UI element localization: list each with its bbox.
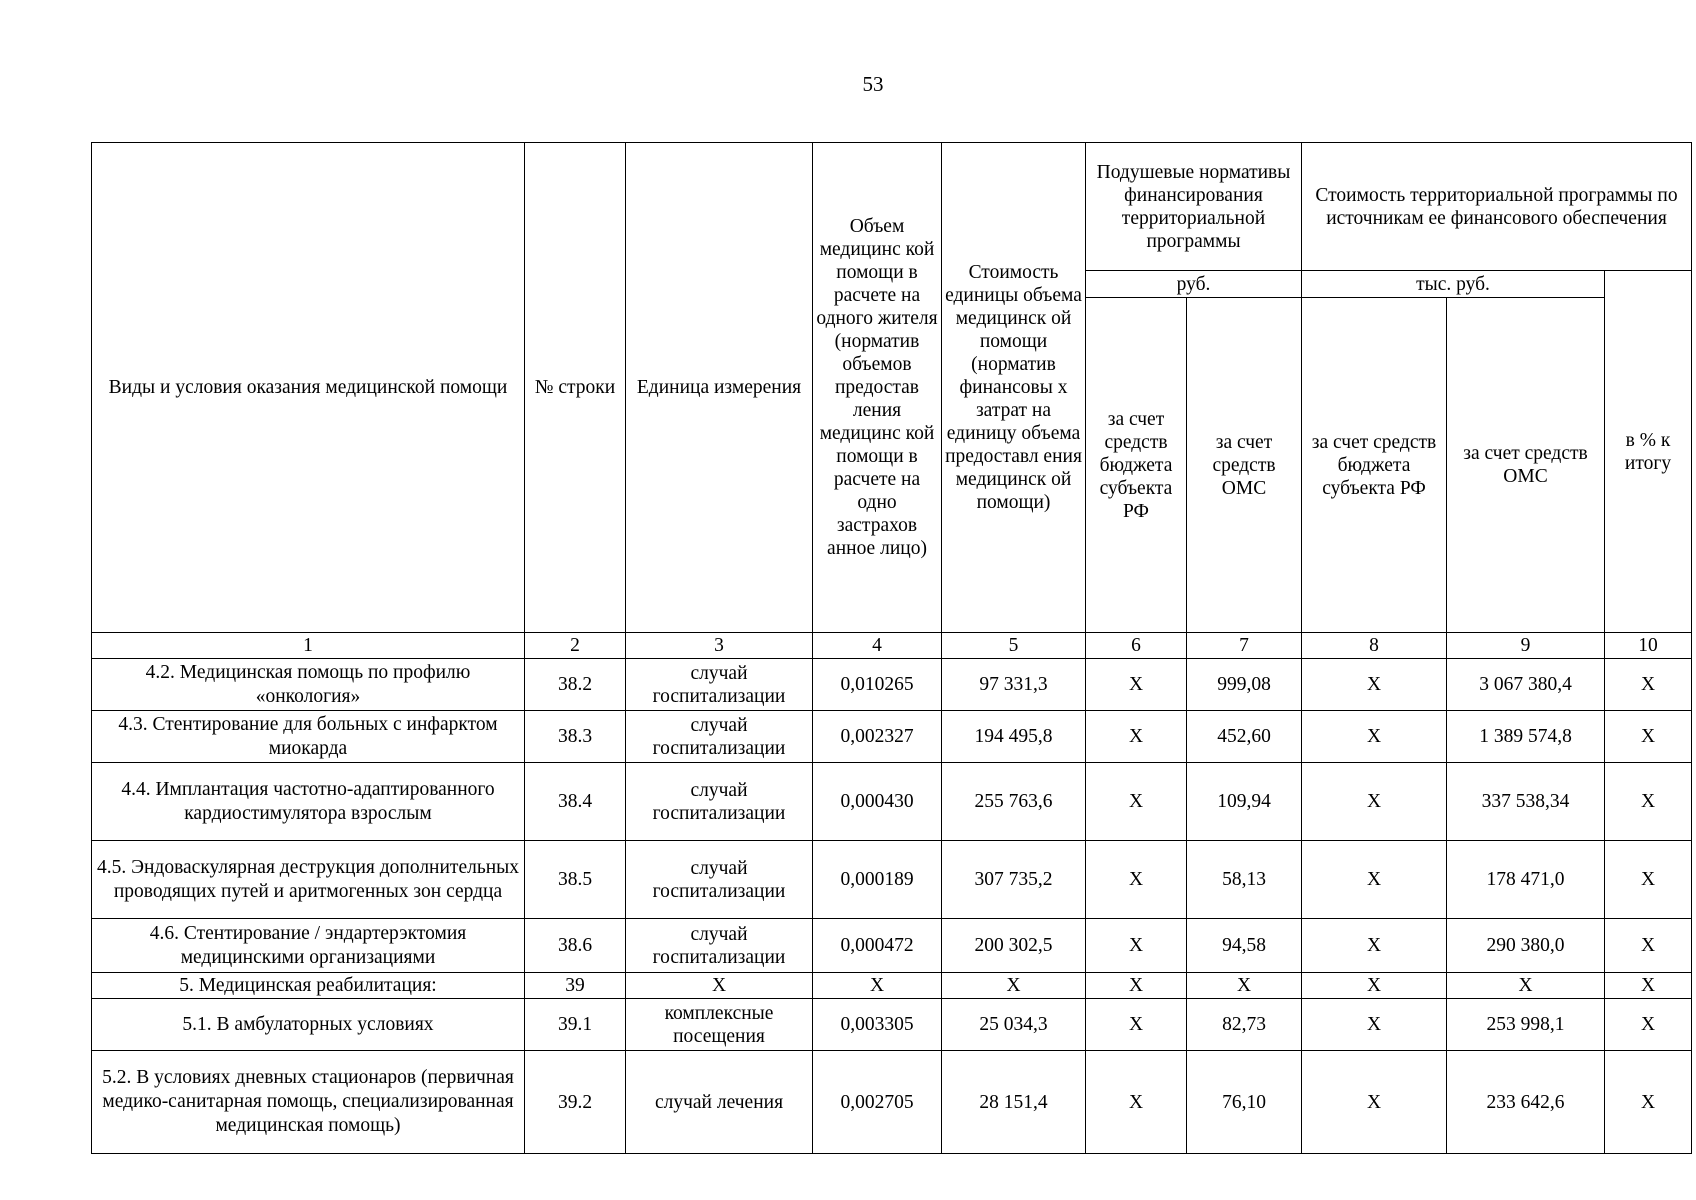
- row-name: 4.4. Имплантация частотно-адаптированного кардиостимулятора взрослым: [92, 763, 525, 841]
- column-number: 5: [942, 633, 1086, 659]
- table-row: [92, 711, 1692, 763]
- row-oms-thousand: 337 538,34: [1447, 763, 1605, 841]
- row-budget-thousand: X: [1302, 999, 1447, 1051]
- row-cost: 28 151,4: [942, 1051, 1086, 1154]
- row-cost: 200 302,5: [942, 919, 1086, 973]
- row-name: 4.3. Стентирование для больных с инфарктом миокарда: [92, 711, 525, 763]
- header-col-oms-rub: за счет средств ОМС: [1187, 298, 1302, 633]
- row-volume: 0,000430: [813, 763, 942, 841]
- row-percent: X: [1605, 1051, 1692, 1154]
- page-number: 53: [862, 72, 884, 96]
- row-unit: случай госпитализации: [626, 659, 813, 711]
- row-oms-rub: X: [1187, 973, 1302, 999]
- row-name: 5. Медицинская реабилитация:: [92, 973, 525, 999]
- row-budget-thousand: X: [1302, 711, 1447, 763]
- row-line: 39: [525, 973, 626, 999]
- row-unit: случай госпитализации: [626, 919, 813, 973]
- row-percent: X: [1605, 711, 1692, 763]
- row-line: 38.5: [525, 841, 626, 919]
- row-oms-rub: 58,13: [1187, 841, 1302, 919]
- row-volume: 0,002327: [813, 711, 942, 763]
- header-col-cost: Стоимость единицы объема медицинск ой помощи (норматив финансовы х затрат на единицу объема предоставл ения медицинск ой помощи): [942, 143, 1086, 633]
- header-col-unit: Единица измерения: [626, 143, 813, 633]
- row-unit: X: [626, 973, 813, 999]
- row-percent: X: [1605, 841, 1692, 919]
- header-unit-rub: руб.: [1086, 271, 1302, 298]
- table-row: [92, 659, 1692, 711]
- row-unit: случай госпитализации: [626, 711, 813, 763]
- column-number: 7: [1187, 633, 1302, 659]
- row-unit: случай лечения: [626, 1051, 813, 1154]
- column-number: 3: [626, 633, 813, 659]
- column-number: 6: [1086, 633, 1187, 659]
- table-row: [92, 999, 1692, 1051]
- row-budget-thousand: X: [1302, 1051, 1447, 1154]
- table-row: [92, 973, 1692, 999]
- row-percent: X: [1605, 919, 1692, 973]
- table-row: [92, 763, 1692, 841]
- row-name: 4.6. Стентирование / эндартерэктомия медицинскими организациями: [92, 919, 525, 973]
- row-volume: 0,000189: [813, 841, 942, 919]
- row-volume: 0,000472: [813, 919, 942, 973]
- header-col-line: № строки: [525, 143, 626, 633]
- row-oms-rub: 94,58: [1187, 919, 1302, 973]
- row-oms-thousand: X: [1447, 973, 1605, 999]
- row-cost: 307 735,2: [942, 841, 1086, 919]
- row-unit: случай госпитализации: [626, 763, 813, 841]
- table-row: [92, 919, 1692, 973]
- row-budget-rub: X: [1086, 999, 1187, 1051]
- row-oms-thousand: 1 389 574,8: [1447, 711, 1605, 763]
- header-col-percent: в % к итогу: [1605, 271, 1692, 633]
- row-line: 38.4: [525, 763, 626, 841]
- row-oms-thousand: 290 380,0: [1447, 919, 1605, 973]
- row-percent: X: [1605, 763, 1692, 841]
- row-budget-rub: X: [1086, 659, 1187, 711]
- row-budget-rub: X: [1086, 919, 1187, 973]
- row-line: 39.1: [525, 999, 626, 1051]
- row-unit: случай госпитализации: [626, 841, 813, 919]
- row-name: 5.1. В амбулаторных условиях: [92, 999, 525, 1051]
- row-volume: 0,003305: [813, 999, 942, 1051]
- header-col-budget-thousand: за счет средств бюджета субъекта РФ: [1302, 298, 1447, 633]
- row-oms-rub: 452,60: [1187, 711, 1302, 763]
- row-name: 4.5. Эндоваскулярная деструкция дополнительных проводящих путей и аритмогенных зон сердца: [92, 841, 525, 919]
- row-budget-thousand: X: [1302, 659, 1447, 711]
- row-budget-rub: X: [1086, 711, 1187, 763]
- row-name: 4.2. Медицинская помощь по профилю «онкология»: [92, 659, 525, 711]
- row-budget-thousand: X: [1302, 763, 1447, 841]
- row-cost: 25 034,3: [942, 999, 1086, 1051]
- row-oms-thousand: 178 471,0: [1447, 841, 1605, 919]
- row-cost: 97 331,3: [942, 659, 1086, 711]
- row-percent: X: [1605, 973, 1692, 999]
- row-oms-rub: 109,94: [1187, 763, 1302, 841]
- row-unit: комплексные посещения: [626, 999, 813, 1051]
- row-volume: 0,010265: [813, 659, 942, 711]
- row-line: 38.6: [525, 919, 626, 973]
- column-number: 10: [1605, 633, 1692, 659]
- row-oms-thousand: 233 642,6: [1447, 1051, 1605, 1154]
- column-number: 2: [525, 633, 626, 659]
- row-oms-thousand: 3 067 380,4: [1447, 659, 1605, 711]
- row-line: 39.2: [525, 1051, 626, 1154]
- row-oms-rub: 76,10: [1187, 1051, 1302, 1154]
- row-cost: X: [942, 973, 1086, 999]
- row-budget-rub: X: [1086, 973, 1187, 999]
- column-number: 1: [92, 633, 525, 659]
- header-col-volume: Объем медицинс кой помощи в расчете на одного жителя (норматив объемов предостав ления медицинс кой помощи в расчете на одно застрахов анное лицо): [813, 143, 942, 633]
- header-group-per-capita: Подушевые нормативы финансирования территориальной программы: [1086, 143, 1302, 271]
- column-number: 4: [813, 633, 942, 659]
- row-percent: X: [1605, 999, 1692, 1051]
- column-number: 9: [1447, 633, 1605, 659]
- row-oms-rub: 999,08: [1187, 659, 1302, 711]
- row-name: 5.2. В условиях дневных стационаров (первичная медико-санитарная помощь, специализированная медицинская помощь): [92, 1051, 525, 1154]
- header-unit-thousand-rub: тыс. руб.: [1302, 271, 1605, 298]
- row-volume: 0,002705: [813, 1051, 942, 1154]
- row-oms-thousand: 253 998,1: [1447, 999, 1605, 1051]
- row-budget-rub: X: [1086, 763, 1187, 841]
- table-row: [92, 1051, 1692, 1154]
- row-line: 38.3: [525, 711, 626, 763]
- row-cost: 194 495,8: [942, 711, 1086, 763]
- header-col-budget-rub: за счет средств бюджета субъекта РФ: [1086, 298, 1187, 633]
- row-budget-rub: X: [1086, 841, 1187, 919]
- header-col-oms-thousand: за счет средств ОМС: [1447, 298, 1605, 633]
- row-percent: X: [1605, 659, 1692, 711]
- row-budget-rub: X: [1086, 1051, 1187, 1154]
- row-budget-thousand: X: [1302, 973, 1447, 999]
- row-oms-rub: 82,73: [1187, 999, 1302, 1051]
- header-col-name: Виды и условия оказания медицинской помощи: [92, 143, 525, 633]
- row-cost: 255 763,6: [942, 763, 1086, 841]
- row-budget-thousand: X: [1302, 919, 1447, 973]
- column-number: 8: [1302, 633, 1447, 659]
- row-line: 38.2: [525, 659, 626, 711]
- row-volume: X: [813, 973, 942, 999]
- financing-table: [91, 142, 1692, 1154]
- row-budget-thousand: X: [1302, 841, 1447, 919]
- table-row: [92, 841, 1692, 919]
- header-group-cost: Стоимость территориальной программы по источникам ее финансового обеспечения: [1302, 143, 1692, 271]
